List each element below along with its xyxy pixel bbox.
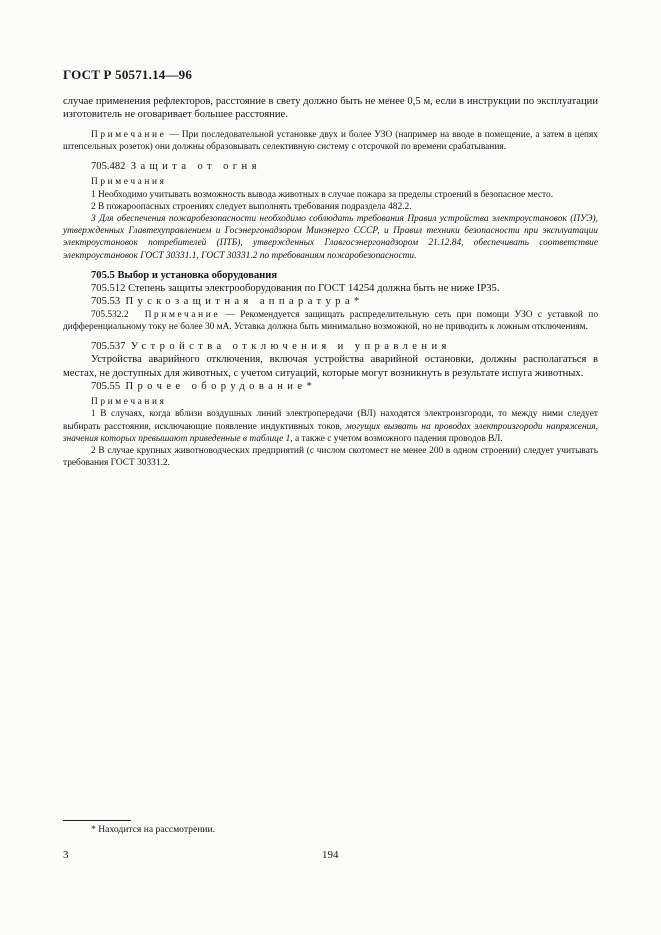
notes-heading: Примечания [91, 397, 167, 408]
document-header: ГОСТ Р 50571.14—96 [63, 67, 193, 82]
page-number-center: 194 [322, 849, 339, 861]
section-705-532-2: 705.532.2 Примечание — Рекомендуется защищать распределительную сеть при помощи УЗО с уставкой по дифференциальному току не более 30 мА. Уставка должна быть минимально возможной, но не приводить к ложным отключениям. [63, 309, 599, 332]
footnote: * Находится на рассмотрении. [91, 824, 215, 835]
section-heading-705-482 [63, 160, 598, 173]
note-item-3: 3 Для обеспечения пожаробезопасности необходимо соблюдать требования Правил устройства электроустановок (ПУЭ), утвержденных Главтехуправлением и Госэнергонадзором Минэнерго СССР, и Правил техники безопасности при эксплуатации электроустановок потребителей (ПТБ), утвержденных Главгосэнергонадзором 21.12.84, обеспечивать соответствие электроустановок ГОСТ 30331.1, ГОСТ 30331.2 по требованиям пожаробезопасности. [63, 213, 598, 261]
page-number-left: 3 [63, 849, 69, 861]
section-705-537-text: Устройства аварийного отключения, включая устройства аварийной остановки, должны располагаться в местах, не доступных для животных, с учетом ситуаций, которые могут возникнуть в результате испуга животных. [63, 354, 598, 379]
page-body [63, 95, 598, 469]
paragraph: случае применения рефлекторов, расстояние в свету должно быть не менее 0,5 м, если в инструкции по эксплуатации изготовитель не оговаривает большее расстояние. [63, 96, 598, 121]
section-heading-705-55: 705.55 Прочее оборудование* [91, 380, 317, 392]
note-label: Примечание [91, 129, 167, 140]
footnote-divider [63, 820, 131, 821]
section-heading-705-5: 705.5 Выбор и установка оборудования [91, 269, 278, 281]
section-heading-705-53: 705.53 Пускозащитная аппаратура* [91, 296, 364, 308]
note [63, 129, 598, 153]
note-text: — При последовательной установке двух и более УЗО (например на вводе в помещение, а затем в цепях штепсельных розеток) они должны образовывать селективную систему с отсрочкой по времени срабатывания. [63, 129, 598, 152]
note-item-2: 2 В случае крупных животноводческих предприятий (с числом скотомест не менее 200 в одном строении) следует учитывать требования ГОСТ 30331.2. [63, 446, 598, 469]
note-item-1: 1 Необходимо учитывать возможность вывода животных в случае пожара за пределы строений в безопасное место. [91, 189, 554, 200]
section-title: Защита от огня [130, 161, 261, 172]
section-705-512: 705.512 Степень защиты электрооборудования по ГОСТ 14254 должна быть не ниже IP35. [91, 283, 500, 295]
note-item-2: 2 В пожароопасных строениях следует выполнять требования подраздела 482.2. [91, 201, 412, 212]
section-heading-705-537: 705.537 Устройства отключения и управления [91, 341, 451, 353]
notes-heading: Примечания [91, 177, 167, 188]
section-number: 705.482 [91, 161, 126, 172]
note-item-1: 1 В случаях, когда вблизи воздушных линий электропередачи (ВЛ) находятся электроизгороди, то между ними следует выбирать расстояния, исключающие появление индуктивных токов, могущих вызвать на проводах электроизгороди напряжения, значения которых превышают приведенные в таблице 1, а также с учетом возможного падения проводов ВЛ. [63, 409, 598, 444]
